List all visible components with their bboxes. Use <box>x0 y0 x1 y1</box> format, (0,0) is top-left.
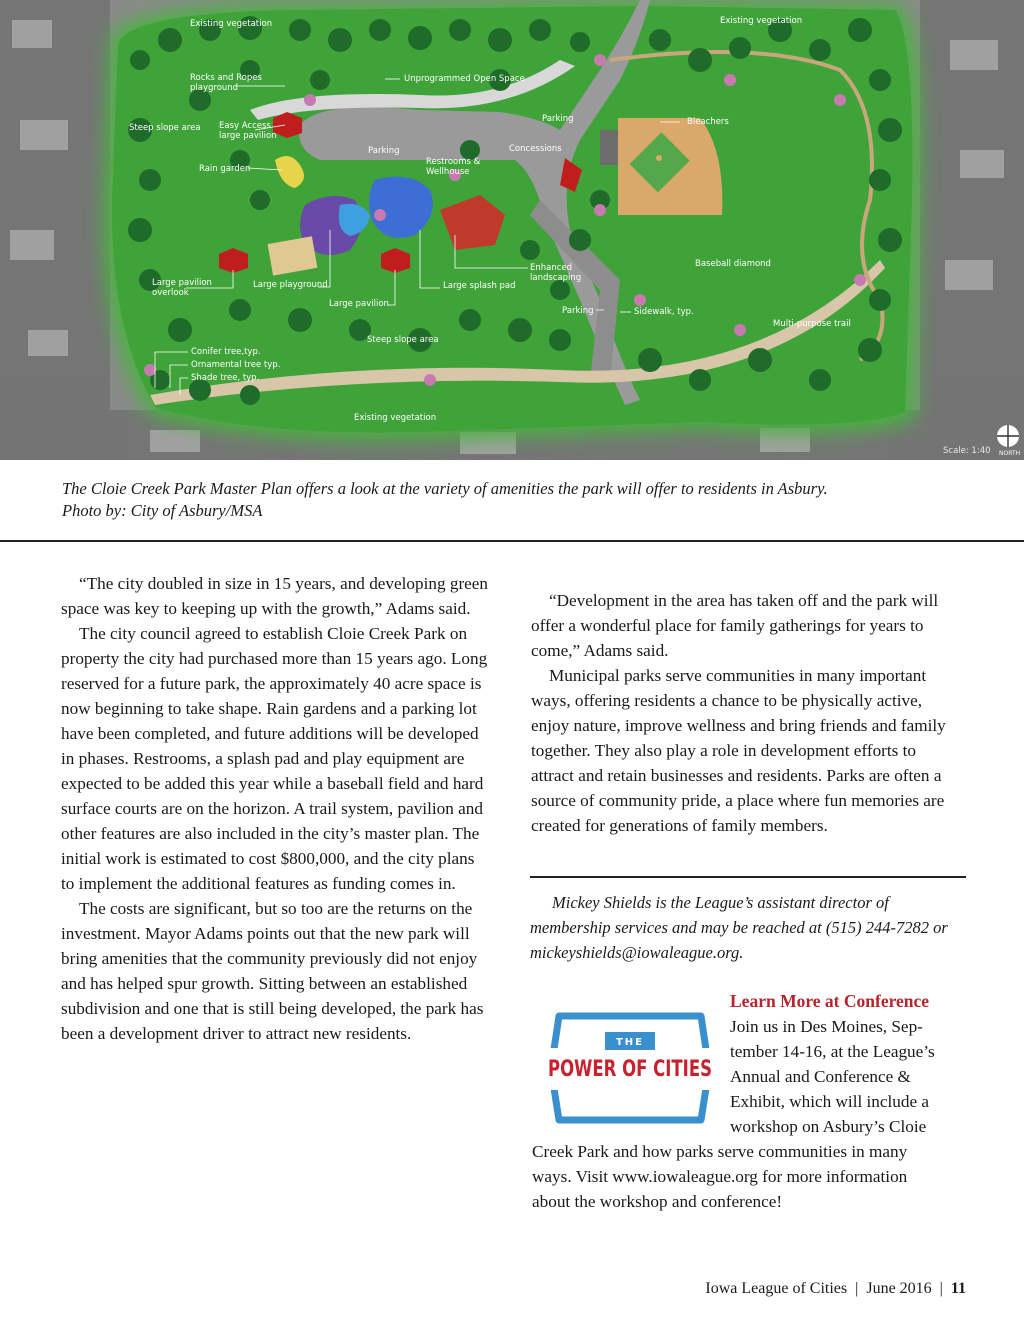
article-column-right <box>531 588 963 838</box>
footer-separator: | <box>851 1280 863 1297</box>
map-label-existing-vegetation: Existing vegetation <box>720 16 803 26</box>
map-scale: Scale: 1:40 <box>943 446 991 456</box>
caption-credit: Photo by: City of Asbury/MSA <box>62 501 263 520</box>
sidebar-line: tember 14-16, at the League’s <box>730 1042 935 1061</box>
map-label-trail: Multi-purpose trail <box>773 319 851 329</box>
photo-caption <box>62 478 828 522</box>
article-paragraph: Municipal parks serve communities in many important ways, offering residents a chance to be physically active, enjoy nature, improve wellness and bring friends and family together. They also play a role in development efforts to attract and retain businesses and residents. Parks are often a source of community pride, a place where fun memories are created for generations of family members. <box>531 666 946 835</box>
divider <box>530 876 966 878</box>
article-paragraph: “Development in the area has taken off and the park will offer a wonderful place for family gatherings for years to come,” Adams said. <box>531 591 939 660</box>
power-of-cities-logo <box>545 1012 715 1124</box>
author-note <box>530 890 962 965</box>
footer-separator: | <box>935 1280 947 1297</box>
park-master-plan-map <box>0 0 1024 460</box>
map-label-pavilion-overlook: Large pavilion overlook <box>152 278 212 298</box>
page-footer <box>705 1278 966 1300</box>
map-label-concessions: Concessions <box>509 144 562 154</box>
divider <box>0 540 1024 542</box>
map-label-parking: Parking <box>562 306 594 316</box>
sidebar-line: Join us in Des Moines, Sep- <box>730 1017 923 1036</box>
map-label-large-playground: Large playground <box>253 280 328 290</box>
map-label-splash-pad: Large splash pad <box>443 281 516 291</box>
map-label-parking: Parking <box>542 114 574 124</box>
logo-title: POWER OF CITIES <box>548 1057 712 1082</box>
map-label-enhanced-landscaping: Enhanced landscaping <box>530 263 582 283</box>
map-label-unprogrammed: Unprogrammed Open Space <box>404 74 525 84</box>
learn-more-heading: Learn More at Conference <box>730 991 930 1011</box>
map-label-large-pavilion: Large pavilion <box>329 299 389 309</box>
map-label-baseball-diamond: Baseball diamond <box>695 259 771 269</box>
article-column-left <box>61 571 491 1046</box>
map-label-existing-vegetation: Existing vegetation <box>190 19 273 29</box>
article-paragraph: “The city doubled in size in 15 years, and developing green space was key to keeping up with the growth,” Adams said. <box>61 574 489 618</box>
footer-date: June 2016 <box>866 1280 932 1297</box>
map-label-ornamental: Ornamental tree typ. <box>191 360 281 370</box>
map-label-rocks-ropes: Rocks and Ropes playground <box>190 73 262 93</box>
map-label-steep-slope: Steep slope area <box>129 123 201 133</box>
map-label-bleachers: Bleachers <box>687 117 729 127</box>
article-paragraph: The costs are significant, but so too are the returns on the investment. Mayor Adams points out that the new park will bring amenities that the community previously did not enjoy and has helped spur growth. Sitting between an established subdivision and one that is still being developed, the park has been a development driver to attract new residents. <box>61 899 484 1043</box>
logo-graphic <box>545 1012 715 1124</box>
footer-publication: Iowa League of Cities <box>705 1280 848 1297</box>
map-label-conifer: Conifer tree,typ. <box>191 347 261 357</box>
sidebar-line: about the workshop and conference! <box>532 1192 783 1211</box>
sidebar-line: workshop on Asbury’s Cloie <box>730 1117 927 1136</box>
map-label-steep-slope: Steep slope area <box>367 335 439 345</box>
logo-the: THE <box>615 1037 645 1048</box>
sidebar-line: Annual and Conference & <box>730 1067 911 1086</box>
article-paragraph: The city council agreed to establish Cloie Creek Park on property the city had purchased more than 15 years ago. Long reserved for a future park, the approximately 40 acre space is now beginning to take shape. Rain gardens and a parking lot have been completed, and future additions will be developed in phases. Restrooms, a splash pad and play equipment are expected to be added this year while a baseball field and hard surface courts are on the horizon. A trail system, pavilion and other features are also included in the city’s master plan. The initial work is estimated to cost $800,000, and the city plans to implement the additional features as funding comes in. <box>61 624 488 893</box>
page-number: 11 <box>950 1280 966 1297</box>
map-label-shade: Shade tree, typ. <box>191 373 260 383</box>
north-label: NORTH <box>999 450 1021 457</box>
caption-line: The Cloie Creek Park Master Plan offers a look at the variety of amenities the park will offer to residents in Asbury. <box>62 479 828 498</box>
sidebar-line: ways. Visit www.iowaleague.org for more information <box>532 1167 908 1186</box>
map-label-rain-garden: Rain garden <box>199 164 251 174</box>
map-label-parking: Parking <box>368 146 400 156</box>
map-label-restrooms: Restrooms & Wellhouse <box>426 157 481 177</box>
map-label-sidewalk: Sidewalk, typ. <box>634 307 694 317</box>
sidebar-line: Creek Park and how parks serve communities in many <box>532 1142 908 1161</box>
master-plan-illustration <box>0 0 1024 460</box>
map-label-existing-vegetation: Existing vegetation <box>354 413 437 423</box>
author-bio: Mickey Shields is the League’s assistant director of membership services and may be reached at (515) 244-7282 or mickeyshields@iowaleague.org. <box>530 893 948 962</box>
sidebar-line: Exhibit, which will include a <box>730 1092 930 1111</box>
map-label-easy-access: Easy Access large pavilion <box>219 121 277 141</box>
